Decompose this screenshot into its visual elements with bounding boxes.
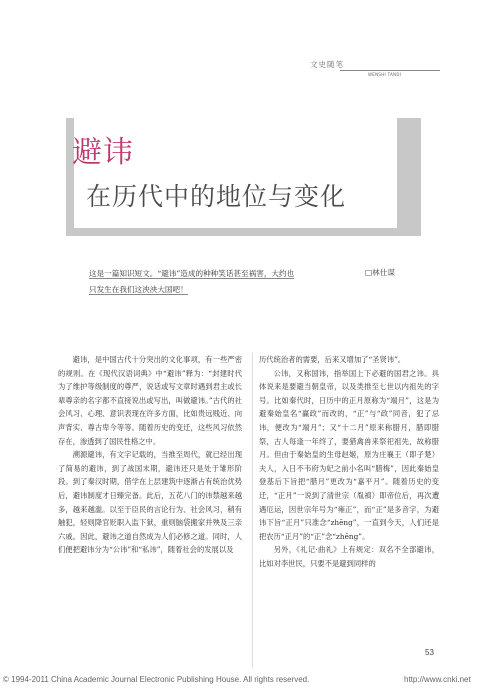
section-header bbox=[310, 59, 450, 89]
copyright-text: © 1994-2011 China Academic Journal Electronic Publishing House. All rights reserved. bbox=[3, 675, 310, 684]
abstract bbox=[89, 266, 295, 298]
copyright-footer bbox=[0, 675, 499, 689]
abstract-text: 这是一篇知识短文。“避讳”造成的种种笑话甚至祸害，大约也只发生在我们这泱泱大国吧！ bbox=[89, 269, 295, 294]
paragraph: 公讳，又称国讳，指举国上下必避的国君之讳。具体说来是要避当朝皇帝，以及类推至七世以内祖先的字号。比如秦代时，日历中的正月原称为“端月”，这是为避秦始皇名“赢政”而改的，“正”与“政”同音，犯了忌讳，便改为“端月”；又“十二月”原来称腊月，腊即腊祭，古人每逢一年终了，要猎禽兽来祭祀祖先，故称腊月。但由于秦始皇的生母赵姬，原为庄襄王（即子楚）夫人，入日不韦府为妃之前小名叫“腊梅”，因此秦始皇登基后下旨把“腊月”更改为“嘉平月”。随着历史的变迁，“正月”一说到了清世宗（胤禛）即帝位后，再次遭遇厄运，因世宗年号为“雍正”，而“正”是多音字，为避讳下旨“正月”只准念“zhēng”，一直到今天，人们还是把农历“正月”的“正”念“zhēng”。 bbox=[259, 368, 439, 541]
paragraph: 避讳，是中国古代十分突出的文化事项，有一些严密的规则。在《现代汉语词典》中“避讳”释为：“封建时代为了维护等级制度的尊严，说话或写文章时遇到君主或长辈尊亲的名字都不直接说出或写出，叫做避讳。”古代的社会风习、心理、意识表现在许多方面，比如贵远贱近、向声背实、尊古卑今等等。随着历史的变迁，这些风习依然存在，渗透到了国民性格之中。 bbox=[58, 355, 242, 446]
title-main: 避讳 bbox=[72, 135, 134, 170]
section-pinyin: WENSHI TANDI bbox=[368, 72, 402, 77]
paragraph: 溯源避讳，有文字记载的，当推至周代，就已经出现了简易的避讳，到了战国末期，避讳还只是处于雏形阶段。到了秦汉时期，借学在上层建筑中逐渐占有统治优势后，避讳制度才日臻完备。此后，五花八门的讳禁越来越多，越来越滥。以至于臣民的言论行为、社会风习，稍有触犯，轻则降官贬职入监下狱，重则脑袋搬家并殃及三亲六戚。因此，避讳之道自然成为人们必修之道。同时，人们便把避讳分为“公讳”和“私讳”，随着社会的发展以及 bbox=[58, 450, 242, 555]
page-number: 53 bbox=[425, 648, 434, 657]
section-divider bbox=[340, 70, 440, 71]
footer-link[interactable]: http://www.cnki.net bbox=[404, 675, 471, 684]
body-column-left bbox=[58, 353, 242, 557]
paragraph: 历代统治者的需要，后来又增加了“圣贤讳”。 bbox=[259, 355, 406, 364]
title-sub: 在历代中的地位与变化 bbox=[86, 182, 347, 211]
section-name: 文史随笔 bbox=[310, 60, 344, 69]
column-divider bbox=[252, 353, 253, 668]
body-column-right bbox=[259, 353, 439, 571]
paragraph: 另外，《礼记·曲礼》上有规定：双名不全部避讳，比如对李世民，只要不是避到同样的 bbox=[259, 545, 439, 568]
author: □林仕谋 bbox=[365, 268, 395, 277]
